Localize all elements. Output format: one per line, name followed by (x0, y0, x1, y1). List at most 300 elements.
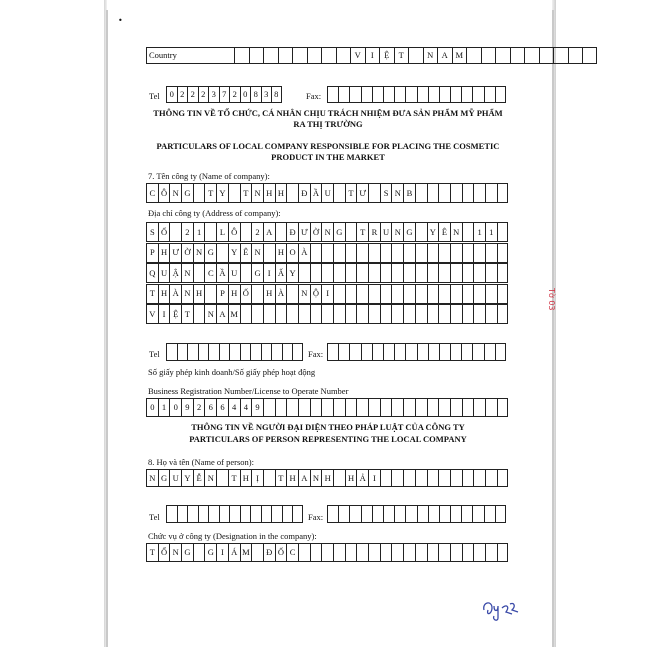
char-box[interactable] (450, 243, 462, 263)
char-box[interactable] (361, 343, 372, 361)
char-box[interactable]: 8 (271, 86, 282, 103)
char-box[interactable] (286, 284, 298, 304)
char-box[interactable] (568, 47, 583, 64)
char-box[interactable]: I (263, 263, 275, 283)
char-box[interactable] (473, 543, 485, 562)
char-box[interactable] (462, 304, 474, 324)
char-box[interactable]: 0 (146, 398, 158, 417)
char-box[interactable] (345, 263, 357, 283)
char-box[interactable] (427, 183, 439, 203)
char-box[interactable] (403, 263, 415, 283)
char-box[interactable]: 2 (193, 398, 205, 417)
char-box[interactable]: H (321, 469, 333, 487)
char-box[interactable]: Ư (169, 243, 181, 263)
char-box[interactable] (472, 86, 483, 103)
char-box[interactable] (405, 86, 416, 103)
char-box[interactable] (321, 243, 333, 263)
char-box[interactable] (251, 543, 263, 562)
char-box[interactable]: G (403, 222, 415, 242)
char-box[interactable] (403, 543, 415, 562)
char-box[interactable]: Ị (251, 469, 263, 487)
char-box[interactable] (251, 304, 263, 324)
char-box[interactable]: 2 (177, 86, 188, 103)
char-box[interactable] (461, 505, 472, 523)
tel-field[interactable] (166, 86, 282, 103)
char-box[interactable]: 1 (158, 398, 170, 417)
char-box[interactable] (438, 243, 450, 263)
char-box[interactable] (472, 505, 483, 523)
char-box[interactable] (240, 505, 251, 523)
char-box[interactable] (427, 469, 439, 487)
char-box[interactable] (169, 222, 181, 242)
char-box[interactable] (327, 505, 338, 523)
char-box[interactable]: H (275, 243, 287, 263)
char-box[interactable]: U (169, 469, 181, 487)
char-box[interactable] (368, 263, 380, 283)
char-box[interactable] (497, 543, 509, 562)
char-box[interactable] (234, 47, 249, 64)
char-box[interactable]: Y (228, 243, 240, 263)
char-box[interactable] (338, 505, 349, 523)
char-box[interactable]: Q (146, 263, 158, 283)
char-box[interactable] (473, 284, 485, 304)
char-box[interactable] (438, 304, 450, 324)
char-box[interactable] (473, 469, 485, 487)
char-box[interactable] (383, 86, 394, 103)
char-box[interactable]: Ễ (193, 469, 205, 487)
char-box[interactable]: T (394, 47, 409, 64)
char-box[interactable]: N (169, 183, 181, 203)
char-box[interactable]: 6 (204, 398, 216, 417)
char-box[interactable] (216, 243, 228, 263)
char-box[interactable]: H (345, 469, 357, 487)
char-box[interactable] (345, 304, 357, 324)
char-box[interactable]: G (204, 243, 216, 263)
char-box[interactable] (497, 183, 509, 203)
char-box[interactable] (368, 304, 380, 324)
char-box[interactable] (292, 343, 303, 361)
char-box[interactable]: M (228, 304, 240, 324)
char-box[interactable]: 3 (261, 86, 272, 103)
char-box[interactable]: T (181, 304, 193, 324)
char-box[interactable]: N (169, 543, 181, 562)
char-box[interactable]: A (263, 222, 275, 242)
char-box[interactable] (415, 222, 427, 242)
char-box[interactable] (438, 398, 450, 417)
char-box[interactable] (349, 343, 360, 361)
char-box[interactable] (582, 47, 597, 64)
char-box[interactable]: 3 (208, 86, 219, 103)
char-box[interactable] (461, 343, 472, 361)
char-box[interactable]: P (216, 284, 228, 304)
char-box[interactable]: 9 (181, 398, 193, 417)
char-box[interactable] (278, 47, 293, 64)
char-box[interactable]: H (263, 284, 275, 304)
char-box[interactable]: T (146, 284, 158, 304)
country-field[interactable] (146, 47, 597, 64)
char-box[interactable] (391, 243, 403, 263)
char-box[interactable] (450, 263, 462, 283)
license-field[interactable] (146, 398, 508, 417)
char-box[interactable]: H (240, 469, 252, 487)
char-box[interactable]: T (146, 543, 158, 562)
char-box[interactable]: H (158, 284, 170, 304)
char-box[interactable]: 1 (473, 222, 485, 242)
char-box[interactable]: N (391, 222, 403, 242)
char-box[interactable]: Ầ (310, 183, 322, 203)
char-box[interactable] (427, 543, 439, 562)
char-box[interactable]: N (204, 304, 216, 324)
char-box[interactable] (391, 304, 403, 324)
char-box[interactable] (380, 263, 392, 283)
char-box[interactable] (333, 304, 345, 324)
char-box[interactable] (368, 543, 380, 562)
char-box[interactable]: N (251, 183, 263, 203)
char-box[interactable] (361, 86, 372, 103)
char-box[interactable]: G (251, 263, 263, 283)
char-box[interactable] (208, 343, 219, 361)
char-box[interactable]: 1 (193, 222, 205, 242)
char-box[interactable] (495, 505, 506, 523)
char-box[interactable]: U (380, 222, 392, 242)
char-box[interactable]: Ả (356, 469, 368, 487)
char-box[interactable] (228, 183, 240, 203)
char-box[interactable]: T (345, 183, 357, 203)
char-box[interactable] (240, 304, 252, 324)
char-box[interactable] (249, 47, 264, 64)
char-box[interactable] (383, 343, 394, 361)
char-box[interactable]: H (228, 284, 240, 304)
char-box[interactable] (345, 543, 357, 562)
char-box[interactable] (286, 304, 298, 324)
char-box[interactable] (327, 343, 338, 361)
char-box[interactable]: Ố (275, 543, 287, 562)
char-box[interactable] (219, 505, 230, 523)
char-box[interactable] (383, 505, 394, 523)
char-box[interactable] (321, 263, 333, 283)
char-box[interactable]: C (146, 183, 158, 203)
address-line[interactable] (146, 304, 508, 324)
char-box[interactable] (275, 304, 287, 324)
char-box[interactable]: 0 (169, 398, 181, 417)
char-box[interactable] (356, 284, 368, 304)
char-box[interactable]: 2 (181, 222, 193, 242)
char-box[interactable] (240, 222, 252, 242)
char-box[interactable] (439, 505, 450, 523)
char-box[interactable] (338, 343, 349, 361)
char-box[interactable] (497, 243, 509, 263)
char-box[interactable]: 4 (240, 398, 252, 417)
char-box[interactable] (349, 505, 360, 523)
char-box[interactable] (275, 222, 287, 242)
char-box[interactable] (484, 86, 495, 103)
char-box[interactable]: G (181, 543, 193, 562)
char-box[interactable] (166, 505, 177, 523)
char-box[interactable] (417, 86, 428, 103)
char-box[interactable]: N (423, 47, 438, 64)
char-box[interactable] (310, 263, 322, 283)
char-box[interactable] (380, 284, 392, 304)
char-box[interactable] (380, 543, 392, 562)
char-box[interactable] (438, 183, 450, 203)
char-box[interactable] (333, 543, 345, 562)
char-box[interactable] (415, 263, 427, 283)
char-box[interactable]: C (204, 263, 216, 283)
address-line[interactable] (146, 243, 508, 263)
char-box[interactable]: M (240, 543, 252, 562)
char-box[interactable] (271, 343, 282, 361)
char-box[interactable] (177, 505, 188, 523)
char-box[interactable] (271, 505, 282, 523)
char-box[interactable] (485, 183, 497, 203)
char-box[interactable]: S (380, 183, 392, 203)
char-box[interactable] (333, 398, 345, 417)
char-box[interactable] (497, 222, 509, 242)
fax-field[interactable] (327, 343, 506, 361)
char-box[interactable] (510, 47, 525, 64)
char-box[interactable] (461, 86, 472, 103)
char-box[interactable]: T (228, 469, 240, 487)
char-box[interactable]: Y (181, 469, 193, 487)
char-box[interactable] (321, 543, 333, 562)
char-box[interactable]: Ậ (169, 263, 181, 283)
char-box[interactable] (485, 543, 497, 562)
char-box[interactable] (394, 343, 405, 361)
char-box[interactable] (405, 343, 416, 361)
char-box[interactable] (495, 47, 510, 64)
char-box[interactable]: A (216, 304, 228, 324)
char-box[interactable] (166, 343, 177, 361)
char-box[interactable] (403, 469, 415, 487)
char-box[interactable] (415, 243, 427, 263)
char-box[interactable] (472, 343, 483, 361)
char-box[interactable] (321, 304, 333, 324)
char-box[interactable]: I (216, 543, 228, 562)
char-box[interactable] (450, 543, 462, 562)
char-box[interactable] (310, 243, 322, 263)
char-box[interactable] (286, 183, 298, 203)
char-box[interactable] (415, 543, 427, 562)
char-box[interactable] (462, 469, 474, 487)
char-box[interactable] (415, 183, 427, 203)
char-box[interactable] (240, 343, 251, 361)
char-box[interactable] (310, 398, 322, 417)
char-box[interactable]: N (310, 469, 322, 487)
char-box[interactable] (427, 398, 439, 417)
char-box[interactable]: A (298, 469, 310, 487)
char-box[interactable] (462, 243, 474, 263)
char-box[interactable] (497, 304, 509, 324)
fax-field[interactable] (327, 86, 506, 103)
char-box[interactable] (439, 86, 450, 103)
char-box[interactable]: H (193, 284, 205, 304)
char-box[interactable] (405, 505, 416, 523)
char-box[interactable] (177, 343, 188, 361)
char-box[interactable]: 2 (251, 222, 263, 242)
char-box[interactable] (415, 304, 427, 324)
char-box[interactable] (428, 343, 439, 361)
char-box[interactable]: Ố (240, 284, 252, 304)
char-box[interactable] (473, 263, 485, 283)
char-box[interactable] (307, 47, 322, 64)
char-box[interactable] (345, 222, 357, 242)
fax-field[interactable] (327, 505, 506, 523)
char-box[interactable]: V (146, 304, 158, 324)
char-box[interactable] (333, 469, 345, 487)
char-box[interactable]: N (321, 222, 333, 242)
char-box[interactable]: M (452, 47, 467, 64)
char-box[interactable]: I (158, 304, 170, 324)
char-box[interactable]: À (275, 284, 287, 304)
char-box[interactable] (415, 284, 427, 304)
char-box[interactable] (539, 47, 554, 64)
char-box[interactable] (524, 47, 539, 64)
char-box[interactable]: N (146, 469, 158, 487)
char-box[interactable] (298, 543, 310, 562)
char-box[interactable]: O (286, 243, 298, 263)
char-box[interactable] (481, 47, 496, 64)
char-box[interactable] (497, 263, 509, 283)
char-box[interactable]: Ầ (216, 263, 228, 283)
char-box[interactable] (368, 398, 380, 417)
char-box[interactable] (372, 505, 383, 523)
char-box[interactable] (473, 398, 485, 417)
char-box[interactable] (495, 86, 506, 103)
char-box[interactable] (193, 304, 205, 324)
char-box[interactable] (298, 398, 310, 417)
char-box[interactable]: 4 (228, 398, 240, 417)
char-box[interactable]: Ệ (379, 47, 394, 64)
char-box[interactable] (485, 284, 497, 304)
char-box[interactable] (428, 86, 439, 103)
char-box[interactable]: 0 (240, 86, 251, 103)
char-box[interactable] (380, 469, 392, 487)
char-box[interactable]: C (286, 543, 298, 562)
char-box[interactable] (462, 222, 474, 242)
char-box[interactable]: À (169, 284, 181, 304)
char-box[interactable]: Ư (356, 183, 368, 203)
char-box[interactable] (193, 263, 205, 283)
char-box[interactable] (403, 243, 415, 263)
char-box[interactable] (286, 398, 298, 417)
char-box[interactable] (298, 304, 310, 324)
designation-field[interactable] (146, 543, 508, 562)
char-box[interactable] (356, 243, 368, 263)
char-box[interactable] (282, 343, 293, 361)
char-box[interactable] (438, 469, 450, 487)
char-box[interactable] (204, 222, 216, 242)
char-box[interactable]: Đ (298, 183, 310, 203)
char-box[interactable]: U (158, 263, 170, 283)
char-box[interactable]: N (181, 284, 193, 304)
char-box[interactable] (380, 304, 392, 324)
char-box[interactable] (263, 243, 275, 263)
char-box[interactable]: 7 (219, 86, 230, 103)
char-box[interactable] (292, 47, 307, 64)
char-box[interactable] (450, 183, 462, 203)
char-box[interactable]: H (158, 243, 170, 263)
char-box[interactable] (187, 505, 198, 523)
char-box[interactable] (403, 304, 415, 324)
char-box[interactable] (356, 398, 368, 417)
char-box[interactable]: 1 (485, 222, 497, 242)
char-box[interactable]: G (204, 543, 216, 562)
char-box[interactable] (450, 343, 461, 361)
char-box[interactable] (462, 284, 474, 304)
char-box[interactable] (345, 284, 357, 304)
char-box[interactable]: Ờ (310, 222, 322, 242)
tel-field[interactable] (166, 343, 303, 361)
char-box[interactable] (229, 505, 240, 523)
char-box[interactable] (380, 243, 392, 263)
char-box[interactable] (261, 343, 272, 361)
char-box[interactable]: R (368, 222, 380, 242)
company-field[interactable] (146, 183, 508, 203)
char-box[interactable] (466, 47, 481, 64)
char-box[interactable] (261, 505, 272, 523)
char-box[interactable] (484, 505, 495, 523)
char-box[interactable]: Đ (286, 222, 298, 242)
char-box[interactable]: Á (228, 543, 240, 562)
char-box[interactable] (417, 505, 428, 523)
char-box[interactable]: 2 (187, 86, 198, 103)
char-box[interactable]: Y (286, 263, 298, 283)
char-box[interactable] (380, 398, 392, 417)
char-box[interactable]: S (146, 222, 158, 242)
char-box[interactable] (485, 304, 497, 324)
char-box[interactable]: P (146, 243, 158, 263)
char-box[interactable] (263, 469, 275, 487)
char-box[interactable] (427, 243, 439, 263)
char-box[interactable] (408, 47, 423, 64)
char-box[interactable] (336, 47, 351, 64)
char-box[interactable]: H (263, 183, 275, 203)
char-box[interactable]: T (356, 222, 368, 242)
char-box[interactable] (321, 398, 333, 417)
char-box[interactable]: 2 (229, 86, 240, 103)
char-box[interactable] (462, 183, 474, 203)
char-box[interactable]: A (437, 47, 452, 64)
char-box[interactable] (391, 263, 403, 283)
char-box[interactable]: 2 (198, 86, 209, 103)
char-box[interactable] (198, 505, 209, 523)
char-box[interactable] (497, 469, 509, 487)
char-box[interactable] (263, 47, 278, 64)
char-box[interactable]: G (181, 183, 193, 203)
char-box[interactable] (263, 304, 275, 324)
char-box[interactable] (553, 47, 568, 64)
char-box[interactable] (338, 86, 349, 103)
char-box[interactable] (368, 243, 380, 263)
char-box[interactable] (275, 398, 287, 417)
char-box[interactable]: G (158, 469, 170, 487)
char-box[interactable] (187, 343, 198, 361)
char-box[interactable]: T (240, 183, 252, 203)
char-box[interactable]: G (333, 222, 345, 242)
char-box[interactable] (292, 505, 303, 523)
char-box[interactable] (427, 284, 439, 304)
char-box[interactable] (415, 469, 427, 487)
char-box[interactable] (372, 343, 383, 361)
char-box[interactable] (438, 263, 450, 283)
char-box[interactable] (427, 263, 439, 283)
char-box[interactable] (438, 543, 450, 562)
char-box[interactable]: Y (427, 222, 439, 242)
char-box[interactable] (298, 263, 310, 283)
char-box[interactable]: Ê (438, 222, 450, 242)
char-box[interactable]: N (193, 243, 205, 263)
char-box[interactable]: U (228, 263, 240, 283)
